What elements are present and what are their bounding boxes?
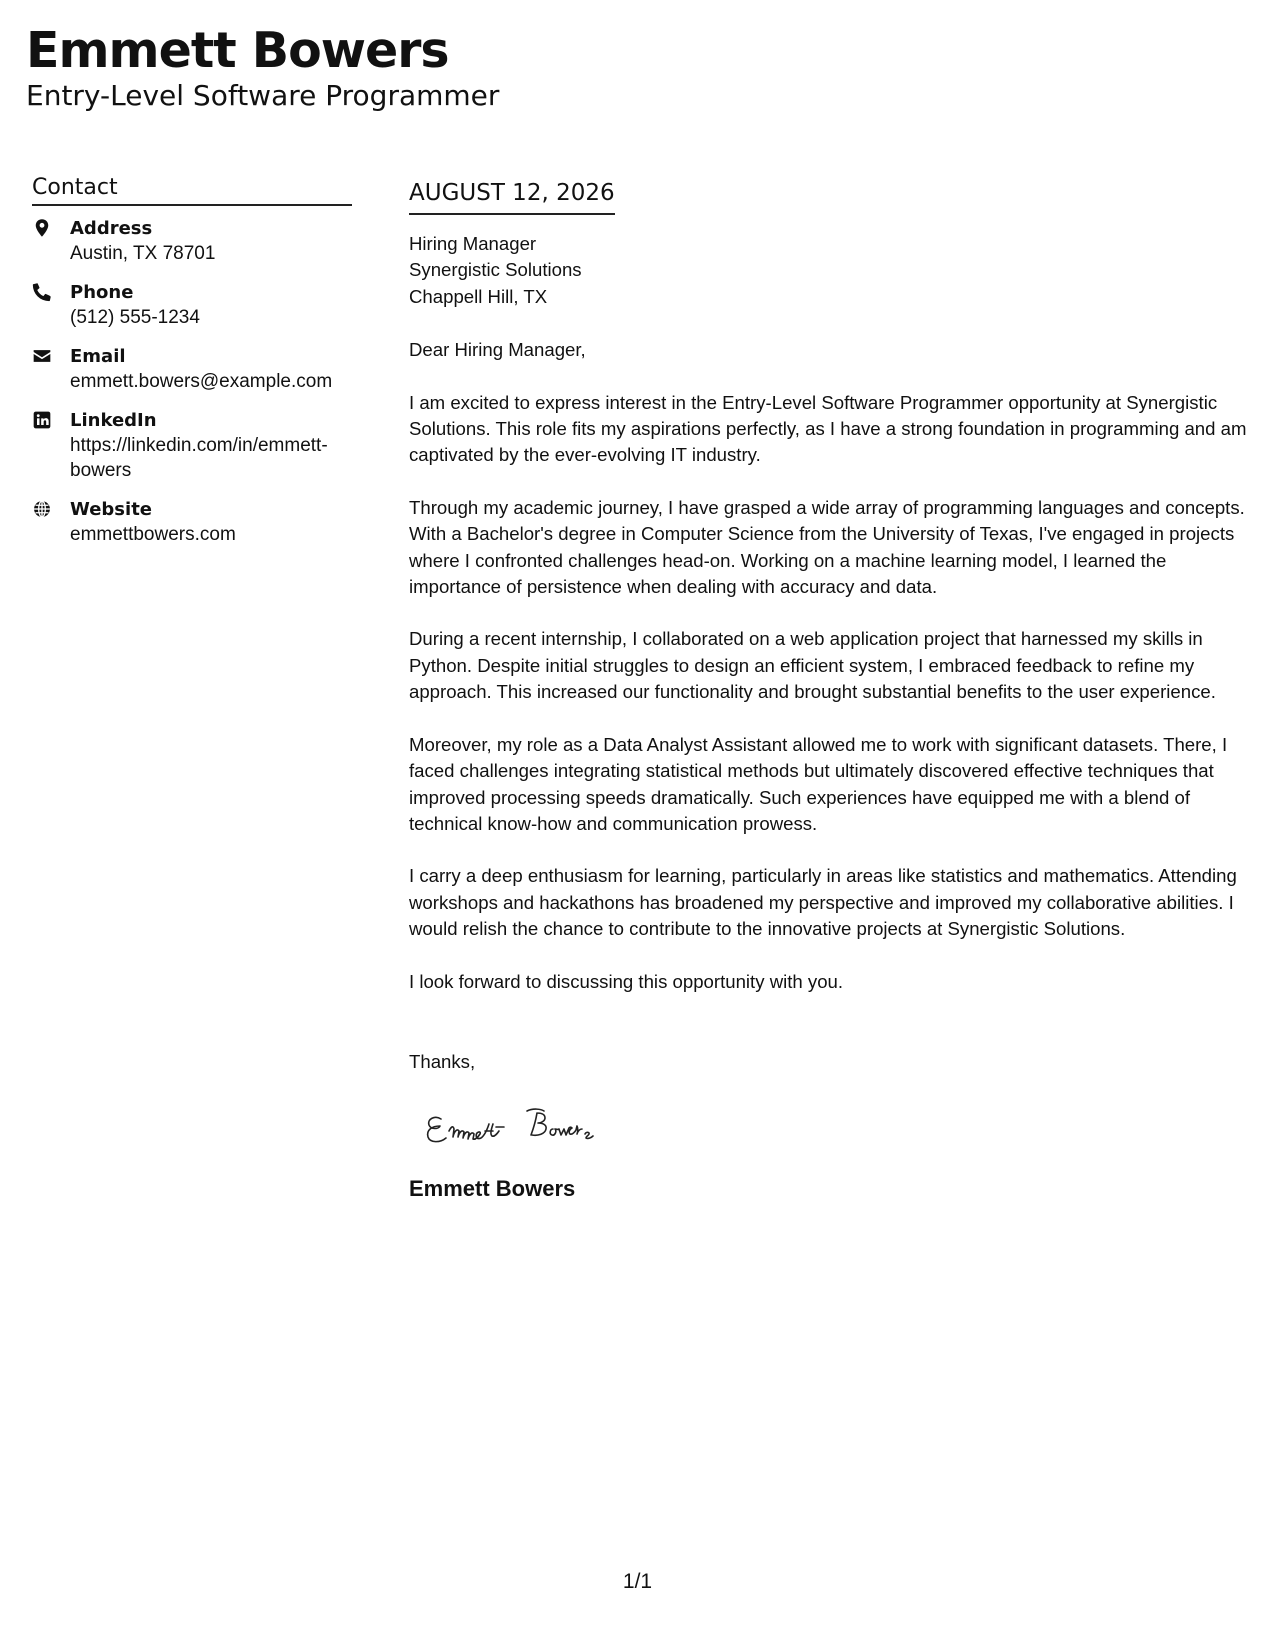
contact-item-website [32, 497, 352, 547]
address-label: Address [70, 218, 153, 239]
body-paragraph: I look forward to discussing this opportunity with you. [409, 970, 844, 992]
job-title: Entry-Level Software Programmer [26, 79, 500, 112]
recipient-company: Synergistic Solutions [409, 259, 582, 281]
page-number: 1/1 [622, 1570, 653, 1593]
contact-sidebar [32, 174, 352, 561]
body-paragraph: Moreover, my role as a Data Analyst Assistant allowed me to work with significant datasets. There, I faced challenges integrating statistical methods but ultimately discovered effective techniques that improved processing speeds dramatically. Such experiences have equipped me with a blend of technical know-how and communication prowess. [409, 733, 1228, 834]
body-paragraph: During a recent internship, I collaborated on a web application project that harnessed my skills in Python. Despite initial struggles to design an efficient system, I embraced feedback to refine my approach. This increased our functionality and brought substantial benefits to the user experience. [409, 628, 1216, 703]
handwritten-signature [419, 1097, 669, 1157]
closing: Thanks, [409, 1050, 476, 1072]
linkedin-value[interactable]: https://linkedin.com/in/emmett-bowers [70, 435, 328, 481]
contact-item-address [32, 216, 352, 266]
globe-icon [32, 497, 70, 519]
website-label: Website [70, 499, 153, 520]
letter-date: AUGUST 12, 2026 [409, 180, 615, 206]
envelope-icon [32, 344, 70, 366]
signer-name: Emmett Bowers [409, 1176, 576, 1202]
recipient-block [409, 231, 1254, 310]
website-value[interactable]: emmettbowers.com [70, 524, 236, 545]
email-label: Email [70, 346, 126, 367]
address-value: Austin, TX 78701 [70, 243, 216, 264]
contact-item-phone [32, 280, 352, 330]
body-paragraph: I am excited to express interest in the Entry-Level Software Programmer opportunity at Synergistic Solutions. This role fits my aspirations perfectly, as I have a strong foundation in programming and am captivated by the ever-evolving IT industry. [409, 391, 1247, 466]
body-paragraph: I carry a deep enthusiasm for learning, particularly in areas like statistics and mathematics. Attending workshops and hackathons has broadened my perspective and improved my collaborative abilities. I would relish the chance to contribute to the innovative projects at Synergistic Solutions. [409, 865, 1237, 940]
contact-item-email [32, 344, 352, 394]
recipient-name: Hiring Manager [409, 233, 537, 254]
linkedin-icon [32, 408, 70, 430]
resume-header [26, 22, 499, 114]
phone-value: (512) 555-1234 [70, 307, 200, 328]
phone-label: Phone [70, 282, 134, 303]
contact-item-linkedin [32, 408, 352, 483]
applicant-name: Emmett Bowers [26, 22, 449, 79]
linkedin-label: LinkedIn [70, 410, 157, 431]
contact-heading: Contact [32, 174, 352, 206]
date-block [409, 178, 615, 215]
salutation: Dear Hiring Manager, [409, 339, 586, 361]
phone-icon [32, 280, 70, 302]
map-pin-icon [32, 216, 70, 238]
body-paragraph: Through my academic journey, I have grasped a wide array of programming languages and concepts. With a Bachelor's degree in Computer Science from the University of Texas, I've engaged in projects where I confronted challenges head-on. Working on a machine learning model, I learned the importance of persistence when dealing with accuracy and data. [409, 496, 1245, 598]
email-value[interactable]: emmett.bowers@example.com [70, 371, 333, 392]
recipient-location: Chappell Hill, TX [409, 285, 548, 307]
letter-body [409, 178, 1254, 1203]
